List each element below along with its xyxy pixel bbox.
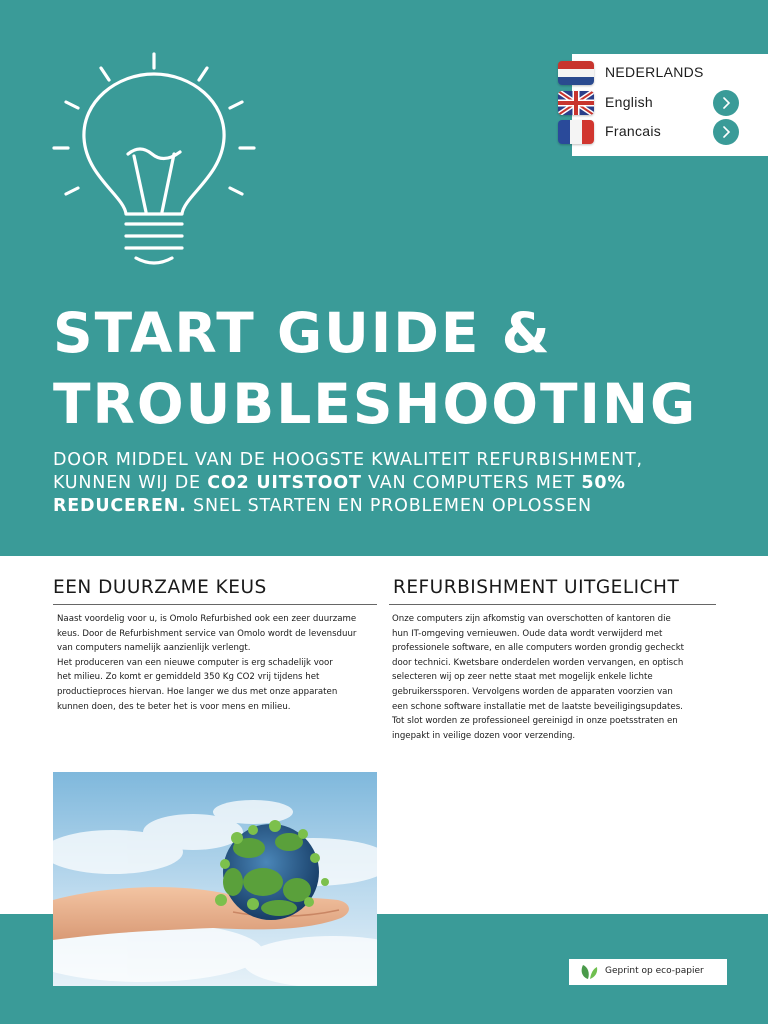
language-label: English xyxy=(605,94,654,110)
chevron-right-icon[interactable] xyxy=(713,90,739,116)
subtitle-emphasis: CO2 UITSTOOT xyxy=(207,473,362,493)
section-divider xyxy=(389,604,716,605)
lightbulb-icon xyxy=(46,46,262,276)
united-kingdom-flag-icon xyxy=(558,91,594,115)
france-flag-icon xyxy=(558,120,594,144)
body-line: van computers namelijk aanzienlijk verlengt. xyxy=(57,643,251,654)
leaf-icon xyxy=(580,964,598,980)
body-line: kunnen doen, des te beter het is voor mens en milieu. xyxy=(57,701,291,712)
subtitle-line: DOOR MIDDEL VAN DE HOOGSTE KWALITEIT REFURBISHMENT, xyxy=(53,450,643,470)
body-line: hun IT-omgeving vernieuwen. Oude data wordt verwijderd met xyxy=(392,628,663,639)
language-selector xyxy=(572,54,768,156)
section-body-refurbishment xyxy=(392,612,716,743)
section-body-duurzame-keus xyxy=(57,612,377,714)
body-line: door technici. Kwetsbare onderdelen worden vervangen, en optisch xyxy=(392,657,684,668)
page-title xyxy=(53,298,753,440)
language-option-nederlands[interactable] xyxy=(572,59,768,87)
title-line: START GUIDE & xyxy=(53,301,552,365)
eco-paper-badge xyxy=(569,959,727,985)
language-option-english[interactable] xyxy=(572,89,768,117)
netherlands-flag-icon xyxy=(558,61,594,85)
subtitle-line xyxy=(53,472,733,495)
body-line: selecteren wij op zeer nette staat met mogelijk enkele lichte xyxy=(392,672,653,683)
chevron-right-icon[interactable] xyxy=(713,119,739,145)
subtitle-emphasis: 50% xyxy=(581,473,626,493)
body-line: een schone software installatie met de laatste beveiligingsupdates. xyxy=(392,701,683,712)
section-heading-duurzame-keus: EEN DUURZAME KEUS xyxy=(53,577,267,598)
language-label: NEDERLANDS xyxy=(605,64,704,80)
body-line: Het produceren van een nieuwe computer is erg schadelijk voor xyxy=(57,657,333,668)
body-line: ingepakt in veilige dozen voor verzending. xyxy=(392,730,576,741)
subtitle-text: VAN COMPUTERS MET xyxy=(361,473,582,493)
body-line: keus. Door de Refurbishment service van Omolo wordt de levensduur xyxy=(57,628,357,639)
body-line: professionele software, en alle computers worden grondig gecheckt xyxy=(392,643,685,654)
page-subtitle xyxy=(53,449,733,518)
body-line: Naast voordelig voor u, is Omolo Refurbished ook een zeer duurzame xyxy=(57,614,357,624)
body-line: Onze computers zijn afkomstig van overschotten of kantoren die xyxy=(392,614,671,624)
subtitle-text: KUNNEN WIJ DE xyxy=(53,473,208,493)
body-line: productieproces hiervan. Hoe langer we dus met onze apparaten xyxy=(57,686,338,697)
body-line: het milieu. Zo komt er gemiddeld 350 Kg CO2 vrij tijdens het xyxy=(57,672,320,683)
subtitle-text: SNEL STARTEN EN PROBLEMEN OPLOSSEN xyxy=(186,496,592,516)
eco-paper-label: Geprint op eco-papier xyxy=(605,966,704,976)
language-option-francais[interactable] xyxy=(572,118,768,146)
body-line: Tot slot worden ze professioneel gereinigd in onze poetsstraten en xyxy=(392,716,678,727)
subtitle-emphasis: REDUCEREN. xyxy=(53,496,187,516)
body-line: gebruikerssporen. Vervolgens worden de apparaten voorzien van xyxy=(392,686,673,697)
photo-hand-holding-earth xyxy=(53,772,377,986)
language-label: Francais xyxy=(605,123,662,139)
section-heading-refurbishment: REFURBISHMENT UITGELICHT xyxy=(393,577,680,598)
subtitle-line xyxy=(53,495,733,518)
section-divider xyxy=(53,604,377,605)
title-line: TROUBLESHOOTING xyxy=(53,372,698,436)
